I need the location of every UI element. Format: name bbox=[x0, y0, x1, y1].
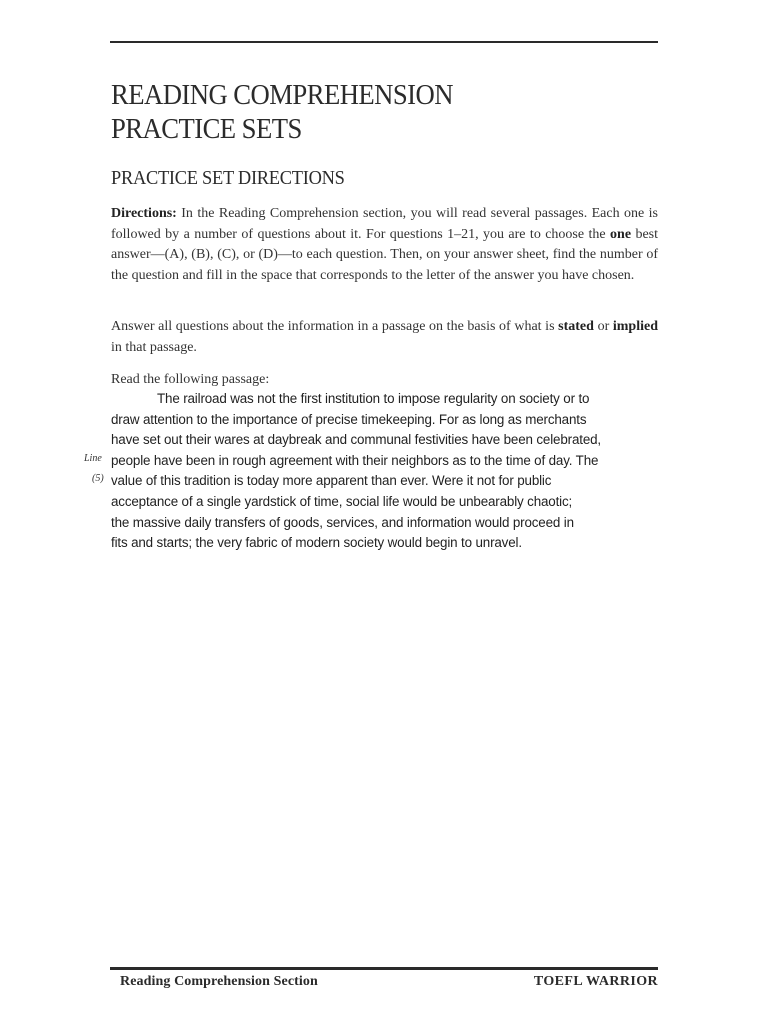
page-title bbox=[111, 78, 626, 146]
page-title-line-1: READING COMPREHENSION bbox=[111, 79, 453, 111]
answer-all-or: or bbox=[593, 319, 613, 334]
passage-line: people have been in rough agreement with their neighbors as to the time of day. The bbox=[111, 452, 599, 468]
emphasis-stated: stated bbox=[558, 319, 594, 334]
directions-text-part-2: best answer—(A), (B), (C), or (D)—to each question. Then, on your answer sheet, find the number of the question and fill in the space that corresponds to the letter of the answer you have chosen. bbox=[111, 226, 658, 283]
directions-text-part-1: In the Reading Comprehension section, you will read several passages. Each one is followed by a number of questions about it. For questions 1–21, you are to choose the bbox=[111, 206, 658, 242]
directions-paragraph bbox=[111, 204, 658, 286]
passage-line: The railroad was not the first institution to impose regularity on society or to bbox=[157, 391, 590, 406]
footer-book-title: TOEFL WARRIOR bbox=[533, 974, 658, 989]
emphasis-implied: implied bbox=[612, 319, 658, 334]
footer-section-title: Reading Comprehension Section bbox=[120, 974, 318, 989]
answer-all-text-part-1: Answer all questions about the information in a passage on the basis of what is bbox=[111, 319, 559, 334]
passage-line: fits and starts; the very fabric of modern society would begin to unravel. bbox=[111, 535, 522, 551]
answer-all-text-part-2: in that passage. bbox=[111, 339, 197, 355]
line-label: Line bbox=[84, 453, 102, 464]
passage-line: have set out their wares at daybreak and communal festivities have been celebrated, bbox=[111, 432, 601, 448]
directions-label: Directions: bbox=[111, 206, 177, 221]
section-subtitle: PRACTICE SET DIRECTIONS bbox=[111, 167, 345, 189]
reading-passage bbox=[111, 389, 641, 554]
passage-line: draw attention to the importance of precise timekeeping. For as long as merchants bbox=[111, 411, 587, 427]
passage-line: acceptance of a single yardstick of time, social life would be unbearably chaotic; bbox=[111, 493, 573, 509]
passage-line: the massive daily transfers of goods, services, and information would proceed in bbox=[111, 514, 574, 530]
footer-rule bbox=[110, 967, 658, 970]
directions-emphasis-one: one bbox=[610, 226, 632, 242]
read-following-prompt: Read the following passage: bbox=[111, 372, 270, 387]
answer-all-paragraph bbox=[111, 317, 658, 358]
page-title-line-2: PRACTICE SETS bbox=[111, 113, 302, 145]
passage-line: value of this tradition is today more apparent than ever. Were it not for public bbox=[111, 473, 552, 489]
line-number-marker: (5) bbox=[92, 473, 104, 484]
top-rule bbox=[110, 41, 658, 43]
